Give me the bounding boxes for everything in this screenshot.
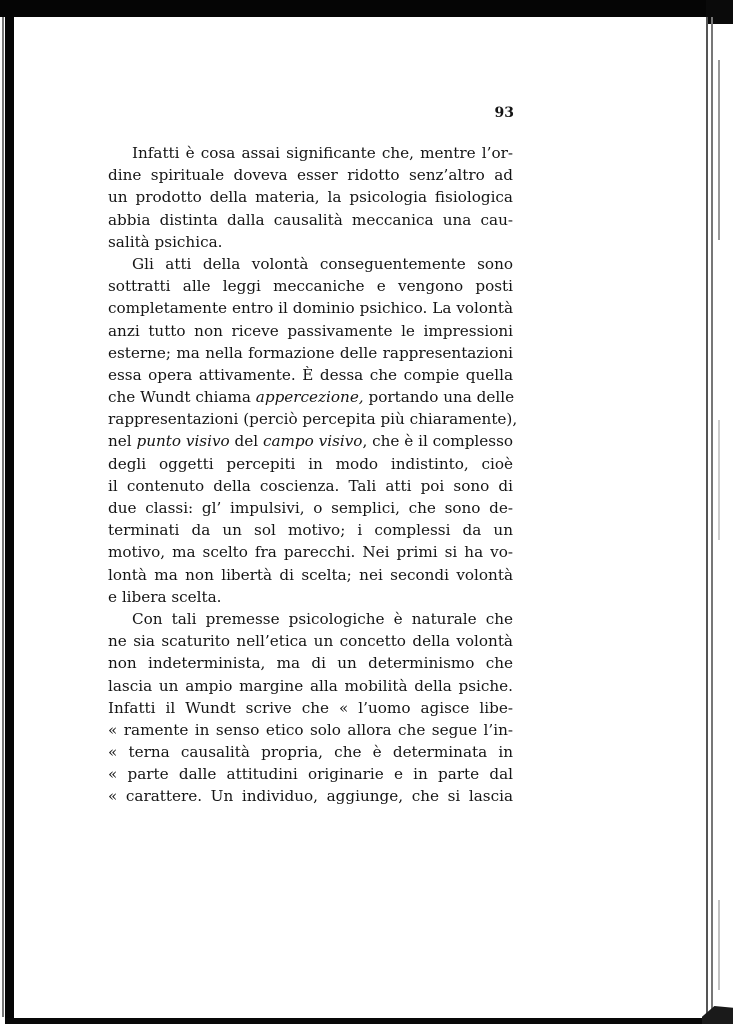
text-segment: portando una delle: [363, 388, 515, 407]
text-segment: che Wundt chiama: [108, 388, 256, 407]
text-line: anzi tutto non riceve passivamente le impressioni: [108, 321, 513, 340]
text-line: Gli atti della volontà conseguentemente sono: [132, 254, 513, 273]
page-right-edge-shadow: [711, 17, 713, 1022]
italic-term: punto visivo: [136, 432, 230, 451]
text-line: Infatti il Wundt scrive che « l’uomo agisce libe-: [108, 698, 513, 717]
text-segment: del: [229, 432, 263, 451]
text-line: essa opera attivamente. È dessa che compie quella: [108, 365, 513, 384]
text-line: esterne; ma nella formazione delle rappresentazioni: [108, 343, 513, 362]
body-text: [108, 142, 518, 808]
text-line: due classi: gl’ impulsivi, o semplici, che sono de-: [108, 499, 513, 517]
text-line: ne sia scaturito nell’etica un concetto della volontà: [108, 632, 513, 651]
scan-left-border: [5, 0, 14, 1020]
text-line: terminati da un sol motivo; i complessi da un: [108, 521, 513, 540]
text-line: lontà ma non libertà di scelta; nei secondi volontà: [108, 565, 513, 584]
text-line: non indeterminista, ma di un determinismo che: [108, 654, 513, 673]
text-line: « parte dalle attitudini originarie e in parte dal: [108, 765, 513, 784]
text-line: degli oggetti percepiti in modo indistinto, cioè: [108, 454, 513, 473]
text-line: Infatti è cosa assai significante che, mentre l’or-: [132, 144, 513, 162]
scan-noise: [718, 900, 720, 990]
text-line: sottratti alle leggi meccaniche e vengono posti: [108, 277, 513, 296]
text-line: Con tali premesse psicologiche è naturale che: [132, 609, 513, 628]
scan-noise: [718, 420, 720, 540]
text-line: completamente entro il dominio psichico. La volontà: [108, 299, 513, 318]
text-line: rappresentazioni (perciò percepita più chiaramente),: [108, 410, 518, 429]
text-line: [108, 386, 513, 408]
text-segment: nel: [108, 432, 137, 451]
text-line: motivo, ma scelto fra parecchi. Nei primi si ha vo-: [108, 543, 513, 562]
page-number: 93: [494, 105, 514, 121]
text-line: e libera scelta.: [108, 587, 222, 606]
text-line: [108, 430, 513, 452]
italic-term: appercezione,: [255, 388, 364, 407]
scan-left-edge: [2, 17, 4, 1017]
text-line: « terna causalità propria, che è determinata in: [108, 743, 513, 762]
text-line: « carattere. Un individuo, aggiunge, che si lascia: [108, 787, 513, 806]
text-line: « ramente in senso etico solo allora che segue l’in-: [108, 720, 513, 739]
text-line: lascia un ampio margine alla mobilità della psiche.: [108, 676, 513, 695]
scan-noise: [718, 60, 720, 240]
text-line: abbia distinta dalla causalità meccanica una cau-: [108, 210, 513, 229]
text-line: il contenuto della coscienza. Tali atti poi sono di: [108, 476, 513, 495]
text-line: dine spirituale doveva esser ridotto senz’altro ad: [108, 166, 513, 185]
text-segment: , che è il complesso: [362, 432, 514, 451]
italic-term: campo visivo: [262, 432, 363, 451]
text-line: salità psichica.: [108, 232, 223, 251]
page-right-edge: [706, 17, 708, 1022]
text-line: un prodotto della materia, la psicologia fisiologica: [108, 188, 513, 207]
scan-bottom-border: [5, 1018, 710, 1024]
scan-top-border: [0, 0, 733, 17]
